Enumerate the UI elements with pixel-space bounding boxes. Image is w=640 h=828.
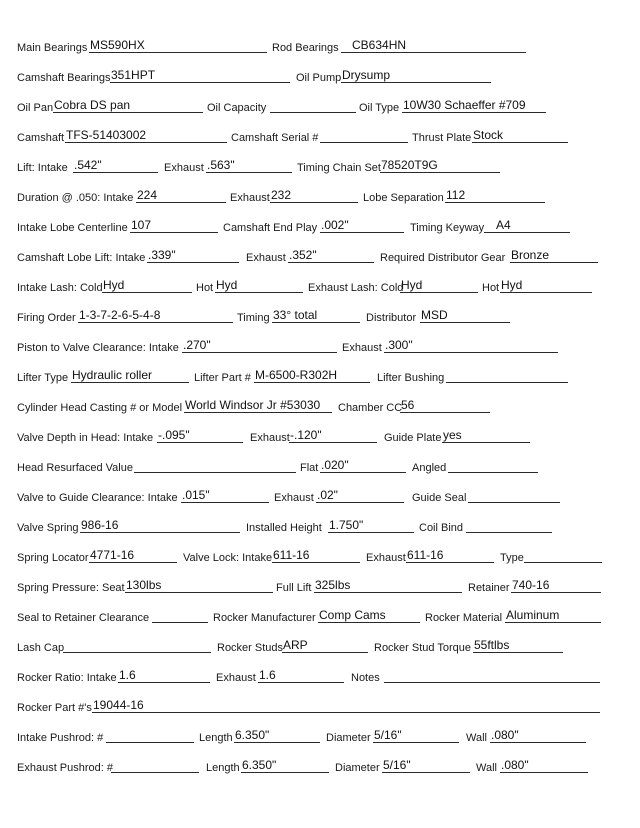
exhaust-lash-cold-field[interactable]: Hyd bbox=[400, 276, 478, 293]
intake-lash-hot-label: Hot bbox=[196, 282, 214, 294]
row-lobe-lift bbox=[0, 246, 640, 268]
vtg-exhaust-label: Exhaust bbox=[274, 492, 314, 504]
oil-capacity-label: Oil Capacity bbox=[207, 102, 267, 114]
exhaust-lash-hot-field[interactable]: Hyd bbox=[500, 276, 592, 293]
oil-pump-field[interactable]: Drysump bbox=[341, 66, 491, 83]
rocker-stud-torque-label: Rocker Stud Torque bbox=[374, 642, 472, 654]
exhaust-pushrod-length-label: Length bbox=[206, 762, 240, 774]
intake-lash-cold-label: Intake Lash: Cold bbox=[17, 282, 103, 294]
distributor-field[interactable]: MSD bbox=[420, 306, 510, 323]
oil-pan-label: Oil Pan bbox=[17, 102, 54, 114]
valve-spring-label: Valve Spring bbox=[17, 522, 79, 534]
camshaft-field[interactable]: TFS-51403002 bbox=[65, 126, 227, 143]
row-spring-pressure bbox=[0, 576, 640, 598]
coil-bind-field[interactable] bbox=[466, 516, 552, 533]
rocker-studs-field[interactable]: ARP bbox=[282, 636, 368, 653]
row-rocker-part bbox=[0, 696, 640, 718]
lifter-type-label: Lifter Type bbox=[17, 372, 69, 384]
lash-cap-field[interactable] bbox=[63, 636, 211, 653]
intake-pushrod-diameter-field[interactable]: 5/16" bbox=[373, 726, 459, 743]
duration-intake-label: Duration @ .050: Intake bbox=[17, 192, 134, 204]
row-oil bbox=[0, 96, 640, 118]
lobe-separation-label: Lobe Separation bbox=[363, 192, 444, 204]
head-resurfaced-field[interactable] bbox=[134, 456, 296, 473]
head-casting-label: Cylinder Head Casting # or Model bbox=[17, 402, 183, 414]
camshaft-end-play-field[interactable]: .002" bbox=[320, 216, 404, 233]
spring-locator-field[interactable]: 4771-16 bbox=[89, 546, 177, 563]
timing-field[interactable]: 33° total bbox=[272, 306, 360, 323]
rocker-ratio-exhaust-label: Exhaust bbox=[216, 672, 256, 684]
lift-intake-label: Lift: Intake bbox=[17, 162, 68, 174]
camshaft-bearings-field[interactable]: 351HPT bbox=[110, 66, 290, 83]
rocker-manufacturer-label: Rocker Manufacturer bbox=[213, 612, 316, 624]
rocker-part-field[interactable]: 19044-16 bbox=[92, 696, 600, 713]
row-lash bbox=[0, 276, 640, 298]
row-valve-guide bbox=[0, 486, 640, 508]
row-camshaft bbox=[0, 126, 640, 148]
lifter-part-label: Lifter Part # bbox=[194, 372, 251, 384]
intake-pushrod-wall-label: Wall bbox=[466, 732, 487, 744]
row-bearings bbox=[0, 36, 640, 58]
lobe-lift-exhaust-label: Exhaust bbox=[246, 252, 286, 264]
rocker-manufacturer-field[interactable]: Comp Cams bbox=[318, 606, 420, 623]
lift-intake-field[interactable]: .542" bbox=[73, 156, 158, 173]
distributor-gear-label: Required Distributor Gear bbox=[380, 252, 506, 264]
lifter-part-field[interactable]: M-6500-R302H bbox=[254, 366, 370, 383]
retainer-label: Retainer bbox=[468, 582, 510, 594]
lock-type-field[interactable] bbox=[524, 546, 602, 563]
exhaust-pushrod-wall-field[interactable]: .080" bbox=[500, 756, 588, 773]
spring-pressure-seat-label: Spring Pressure: Seat bbox=[17, 582, 125, 594]
main-bearings-label: Main Bearings bbox=[17, 42, 88, 54]
row-lobe-centerline bbox=[0, 216, 640, 238]
valve-depth-intake-field[interactable]: -.095" bbox=[157, 426, 243, 443]
full-lift-label: Full Lift bbox=[276, 582, 312, 594]
intake-pushrod-wall-field[interactable]: .080" bbox=[490, 726, 586, 743]
row-spring-locator bbox=[0, 546, 640, 568]
rocker-studs-label: Rocker Studs bbox=[217, 642, 284, 654]
rocker-ratio-intake-label: Rocker Ratio: Intake bbox=[17, 672, 117, 684]
exhaust-pushrod-field[interactable] bbox=[111, 756, 199, 773]
seal-retainer-clearance-field[interactable] bbox=[152, 606, 208, 623]
exhaust-pushrod-diameter-field[interactable]: 5/16" bbox=[382, 756, 470, 773]
valve-depth-exhaust-field[interactable]: -.120" bbox=[289, 426, 377, 443]
firing-order-field[interactable]: 1-3-7-2-6-5-4-8 bbox=[78, 306, 233, 323]
row-intake-pushrod bbox=[0, 726, 640, 748]
installed-height-label: Installed Height bbox=[246, 522, 322, 534]
full-lift-field[interactable]: 325lbs bbox=[314, 576, 462, 593]
ptv-exhaust-label: Exhaust bbox=[342, 342, 382, 354]
guide-plate-field[interactable]: yes bbox=[442, 426, 530, 443]
guide-seal-label: Guide Seal bbox=[412, 492, 467, 504]
firing-order-label: Firing Order bbox=[17, 312, 76, 324]
camshaft-label: Camshaft bbox=[17, 132, 65, 144]
valve-depth-exhaust-label: Exhaust bbox=[250, 432, 290, 444]
head-resurfaced-label: Head Resurfaced Value bbox=[17, 462, 133, 474]
angled-field[interactable] bbox=[448, 456, 538, 473]
seal-retainer-clearance-label: Seal to Retainer Clearance bbox=[17, 612, 150, 624]
ptv-exhaust-field[interactable]: .300" bbox=[384, 336, 558, 353]
thrust-plate-label: Thrust Plate bbox=[412, 132, 472, 144]
exhaust-lash-hot-label: Hot bbox=[482, 282, 500, 294]
intake-pushrod-length-field[interactable]: 6.350" bbox=[234, 726, 320, 743]
rocker-ratio-exhaust-field[interactable]: 1.6 bbox=[258, 666, 344, 683]
row-exhaust-pushrod bbox=[0, 756, 640, 778]
intake-pushrod-label: Intake Pushrod: # bbox=[17, 732, 104, 744]
intake-lash-hot-field[interactable]: Hyd bbox=[215, 276, 303, 293]
intake-lobe-centerline-field[interactable]: 107 bbox=[130, 216, 218, 233]
installed-height-field[interactable]: 1.750" bbox=[328, 516, 414, 533]
exhaust-pushrod-diameter-label: Diameter bbox=[335, 762, 380, 774]
vtg-intake-field[interactable]: .015" bbox=[181, 486, 269, 503]
row-lash-cap bbox=[0, 636, 640, 658]
row-resurfaced bbox=[0, 456, 640, 478]
duration-exhaust-field[interactable]: 232 bbox=[270, 186, 358, 203]
camshaft-bearings-label: Camshaft Bearings bbox=[17, 72, 111, 84]
lifter-type-field[interactable]: Hydraulic roller bbox=[71, 366, 189, 383]
rod-bearings-field[interactable]: CB634HN bbox=[341, 36, 526, 53]
timing-chain-set-field[interactable]: 78520T9G bbox=[380, 156, 500, 173]
oil-type-label: Oil Type bbox=[359, 102, 400, 114]
head-casting-field[interactable]: World Windsor Jr #53030 bbox=[184, 396, 332, 413]
duration-intake-field[interactable]: 224 bbox=[136, 186, 226, 203]
vtg-intake-label: Valve to Guide Clearance: Intake bbox=[17, 492, 178, 504]
lifter-bushing-field[interactable] bbox=[446, 366, 568, 383]
rocker-ratio-intake-field[interactable]: 1.6 bbox=[118, 666, 210, 683]
ptv-intake-field[interactable]: .270" bbox=[182, 336, 337, 353]
valve-depth-intake-label: Valve Depth in Head: Intake bbox=[17, 432, 154, 444]
duration-exhaust-label: Exhaust bbox=[230, 192, 270, 204]
spring-locator-label: Spring Locator bbox=[17, 552, 89, 564]
row-camshaft-bearings bbox=[0, 66, 640, 88]
vtg-exhaust-field[interactable]: .02" bbox=[316, 486, 404, 503]
rocker-stud-torque-field[interactable]: 55ftlbs bbox=[473, 636, 563, 653]
flat-label: Flat bbox=[300, 462, 319, 474]
lifter-bushing-label: Lifter Bushing bbox=[377, 372, 445, 384]
row-rocker-ratio bbox=[0, 666, 640, 688]
exhaust-lash-cold-label: Exhaust Lash: Cold bbox=[308, 282, 404, 294]
distributor-gear-field[interactable]: Bronze bbox=[510, 246, 598, 263]
intake-lash-cold-field[interactable]: Hyd bbox=[102, 276, 192, 293]
guide-seal-field[interactable] bbox=[468, 486, 560, 503]
coil-bind-label: Coil Bind bbox=[419, 522, 464, 534]
ptv-intake-label: Piston to Valve Clearance: Intake bbox=[17, 342, 179, 354]
lobe-separation-field[interactable]: 112 bbox=[445, 186, 545, 203]
rocker-material-field[interactable]: Aluminum bbox=[505, 606, 601, 623]
row-lift bbox=[0, 156, 640, 178]
chamber-cc-label: Chamber CC bbox=[338, 402, 403, 414]
camshaft-serial-field[interactable] bbox=[320, 126, 408, 143]
oil-pan-field[interactable]: Cobra DS pan bbox=[53, 96, 203, 113]
notes-label: Notes bbox=[351, 672, 380, 684]
exhaust-pushrod-label: Exhaust Pushrod: # bbox=[17, 762, 114, 774]
exhaust-pushrod-length-field[interactable]: 6.350" bbox=[241, 756, 329, 773]
lift-exhaust-label: Exhaust bbox=[164, 162, 204, 174]
rocker-material-label: Rocker Material bbox=[425, 612, 503, 624]
intake-pushrod-field[interactable] bbox=[106, 726, 194, 743]
row-head-casting bbox=[0, 396, 640, 418]
row-lifter bbox=[0, 366, 640, 388]
row-valve-spring bbox=[0, 516, 640, 538]
camshaft-end-play-label: Camshaft End Play bbox=[223, 222, 318, 234]
row-piston-valve bbox=[0, 336, 640, 358]
valve-lock-exhaust-label: Exhaust bbox=[366, 552, 406, 564]
lock-type-label: Type bbox=[500, 552, 524, 564]
row-duration bbox=[0, 186, 640, 208]
valve-spring-field[interactable]: 986-16 bbox=[80, 516, 240, 533]
oil-pump-label: Oil Pump bbox=[296, 72, 342, 84]
timing-keyway-label: Timing Keyway bbox=[410, 222, 485, 234]
flat-field[interactable]: .020" bbox=[320, 456, 406, 473]
valve-lock-intake-field[interactable]: 611-16 bbox=[272, 546, 360, 563]
rod-bearings-label: Rod Bearings bbox=[272, 42, 339, 54]
intake-pushrod-length-label: Length bbox=[199, 732, 233, 744]
spring-pressure-seat-field[interactable]: 130lbs bbox=[125, 576, 273, 593]
chamber-cc-field[interactable]: 56 bbox=[400, 396, 490, 413]
camshaft-serial-label: Camshaft Serial # bbox=[231, 132, 319, 144]
rocker-part-label: Rocker Part #'s bbox=[17, 702, 92, 714]
exhaust-pushrod-wall-label: Wall bbox=[476, 762, 497, 774]
lobe-lift-intake-label: Camshaft Lobe Lift: Intake bbox=[17, 252, 146, 264]
timing-chain-set-label: Timing Chain Set bbox=[297, 162, 381, 174]
lift-exhaust-field[interactable]: .563" bbox=[206, 156, 292, 173]
valve-lock-intake-label: Valve Lock: Intake bbox=[183, 552, 273, 564]
row-firing bbox=[0, 306, 640, 328]
intake-lobe-centerline-label: Intake Lobe Centerline bbox=[17, 222, 128, 234]
lobe-lift-exhaust-field[interactable]: .352" bbox=[288, 246, 374, 263]
main-bearings-field[interactable]: MS590HX bbox=[89, 36, 267, 53]
row-rocker-manufacturer bbox=[0, 606, 640, 628]
notes-field[interactable] bbox=[384, 666, 600, 683]
thrust-plate-field[interactable]: Stock bbox=[472, 126, 568, 143]
oil-type-field[interactable]: 10W30 Schaeffer #709 bbox=[402, 96, 546, 113]
intake-pushrod-diameter-label: Diameter bbox=[326, 732, 371, 744]
guide-plate-label: Guide Plate bbox=[384, 432, 442, 444]
distributor-label: Distributor bbox=[366, 312, 417, 324]
valve-lock-exhaust-field[interactable]: 611-16 bbox=[406, 546, 494, 563]
angled-label: Angled bbox=[412, 462, 447, 474]
lash-cap-label: Lash Cap bbox=[17, 642, 65, 654]
oil-capacity-field[interactable] bbox=[270, 96, 356, 113]
row-valve-depth bbox=[0, 426, 640, 448]
lobe-lift-intake-field[interactable]: .339" bbox=[147, 246, 239, 263]
timing-keyway-field[interactable]: A4 bbox=[484, 216, 570, 233]
retainer-field[interactable]: 740-16 bbox=[511, 576, 601, 593]
timing-label: Timing bbox=[237, 312, 270, 324]
